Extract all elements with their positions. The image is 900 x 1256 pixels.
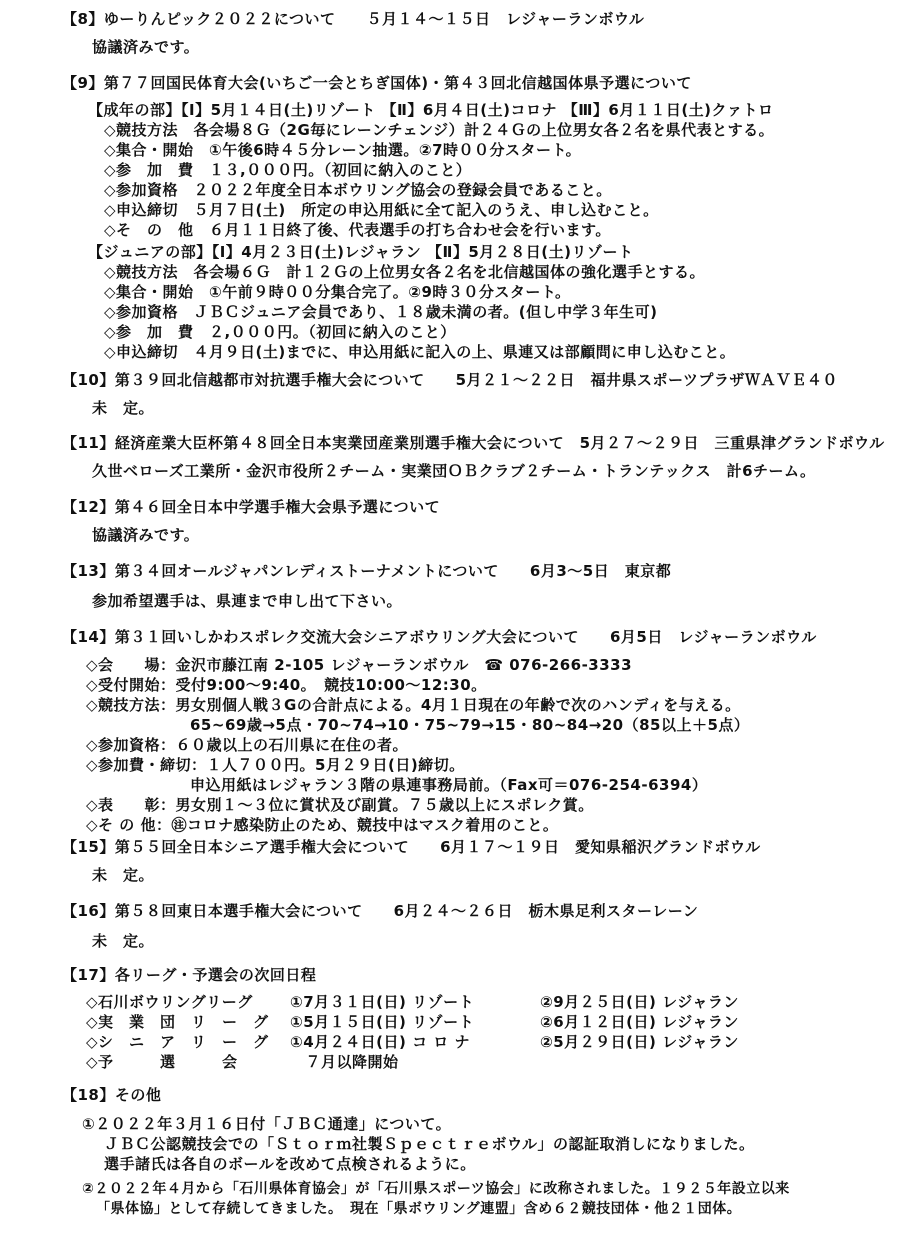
league-row-date1: ①5月１５日(日) リゾート [290, 1013, 475, 1031]
section-9-junior-item: ◇申込締切 ４月９日(土)までに、申込用紙に記入の上、県連又は部顧問に申し込むこと。 [104, 343, 736, 361]
league-row-date1: ①7月３１日(日) リゾート [290, 993, 475, 1011]
section-9-adult-item: ◇集合・開始 ①午後6時４５分レーン抽選。②7時００分スタート。 [104, 141, 582, 159]
section-18-p1-line: ①２０２２年３月１６日付「ＪＢＣ通達」について。 [82, 1115, 452, 1133]
section-8-body: 協議済みです。 [92, 38, 200, 56]
league-row-name: ◇実 業 団 リ ー グ [86, 1013, 269, 1031]
section-9-junior-item: ◇参加資格 ＪＢＣジュニア会員であり、１８歳未満の者。(但し中学３年生可) [104, 303, 658, 321]
section-14-item-continuation: 申込用紙はレジャラン３階の県連事務局前。（Fax可＝076-254-6394） [190, 776, 708, 794]
section-18-p1-line: 選手諸氏は各自のボールを改めて点検されるように。 [104, 1155, 476, 1173]
section-11-body: 久世ベローズ工業所・金沢市役所２チーム・実業団ＯＢクラブ２チーム・トランテックス 計6チーム。 [92, 462, 816, 480]
section-9-adult-header: 【成年の部】【Ⅰ】5月１４日(土)リゾート 【Ⅱ】6月４日(土)コロナ 【Ⅲ】6月１１日(土)クァトロ [88, 101, 774, 119]
section-10-heading: 【10】第３９回北信越都市対抗選手権大会について 5月２１～２２日 福井県スポーツプラザＷＡＶＥ４０ [62, 371, 838, 389]
section-9-heading: 【9】第７７回国民体育大会(いちご一会とちぎ国体)・第４３回北信越国体県予選について [62, 74, 692, 92]
section-9-junior-item: ◇参 加 費 ２,０００円。（初回に納入のこと） [104, 323, 456, 341]
section-8-heading: 【8】ゆーりんピック２０２２について ５月１４～１５日 レジャーランボウル [62, 10, 645, 28]
section-9-adult-item: ◇申込締切 ５月７日(土) 所定の申込用紙に全て記入のうえ、申し込むこと。 [104, 201, 659, 219]
section-9-adult-item: ◇競技方法 各会場８Ｇ（2G毎にレーンチェンジ）計２４Ｇの上位男女各２名を県代表とする。 [104, 121, 775, 139]
section-18-p1-line: ＪＢＣ公認競技会での「Ｓｔｏｒｍ社製Ｓｐｅｃｔｒｅボウル」の認証取消しになりました。 [104, 1135, 755, 1153]
section-13-heading: 【13】第３４回オールジャパンレディストーナメントについて 6月3～5日 東京都 [62, 562, 672, 580]
league-row-date1: ７月以降開始 [290, 1053, 399, 1071]
section-14-item-continuation: 65~69歳→5点・70~74→10・75~79→15・80~84→20（85以上＋5点） [190, 716, 750, 734]
section-9-junior-header: 【ジュニアの部】【Ⅰ】4月２３日(土)レジャラン 【Ⅱ】5月２８日(土)リゾート [88, 243, 634, 261]
section-14-item: ◇競技方法：男女別個人戦３Gの合計点による。4月１日現在の年齢で次のハンディを与える。 [86, 696, 741, 714]
section-14-item: ◇受付開始：受付9:00～9:40。 競技10:00～12:30。 [86, 676, 487, 694]
section-12-body: 協議済みです。 [92, 526, 200, 544]
league-row-name: ◇シ ニ ア リ ー グ [86, 1033, 269, 1051]
league-row-date2: ②6月１２日(日) レジャラン [540, 1013, 739, 1031]
league-row-name: ◇予 選 会 [86, 1053, 238, 1071]
section-15-heading: 【15】第５５回全日本シニア選手権大会について 6月１７～１９日 愛知県稲沢グランドボウル [62, 838, 761, 856]
section-14-heading: 【14】第３１回いしかわスポレク交流大会シニアボウリング大会について 6月5日 レジャーランボウル [62, 628, 817, 646]
league-row-name: ◇石川ボウリングリーグ [86, 993, 253, 1011]
section-16-heading: 【16】第５８回東日本選手権大会について 6月２４～２６日 栃木県足利スターレーン [62, 902, 699, 920]
section-13-body: 参加希望選手は、県連まで申し出て下さい。 [92, 592, 403, 610]
section-18-heading: 【18】その他 [62, 1086, 162, 1104]
section-17-heading: 【17】各リーグ・予選会の次回日程 [62, 966, 317, 984]
section-12-heading: 【12】第４６回全日本中学選手権大会県予選について [62, 498, 441, 516]
section-9-adult-item: ◇参加資格 ２０２２年度全日本ボウリング協会の登録会員であること。 [104, 181, 612, 199]
league-row-date2: ②5月２９日(日) レジャラン [540, 1033, 739, 1051]
section-16-body: 未 定。 [92, 932, 155, 950]
section-14-item: ◇参加費・締切：１人７００円。5月２９日(日)締切。 [86, 756, 465, 774]
section-14-item: ◇そ の 他：㊟コロナ感染防止のため、競技中はマスク着用のこと。 [86, 816, 559, 834]
section-10-body: 未 定。 [92, 399, 155, 417]
section-18-p2-line: ②２０２２年４月から「石川県体育協会」が「石川県スポーツ協会」に改称されました。１９２５年設立以来 [82, 1181, 790, 1197]
section-9-adult-item: ◇参 加 費 １３,０００円。（初回に納入のこと） [104, 161, 472, 179]
section-9-adult-item: ◇そ の 他 ６月１１日終了後、代表選手の打ち合わせ会を行います。 [104, 221, 611, 239]
section-14-item: ◇参加資格：６０歳以上の石川県に在住の者。 [86, 736, 409, 754]
league-row-date1: ①4月２４日(日) コ ロ ナ [290, 1033, 471, 1051]
section-14-item: ◇会 場：金沢市藤江南 2-105 レジャーランボウル ☎ 076-266-3333 [86, 656, 633, 674]
section-9-junior-item: ◇集合・開始 ①午前９時００分集合完了。②9時３０分スタート。 [104, 283, 571, 301]
section-15-body: 未 定。 [92, 866, 155, 884]
section-9-junior-item: ◇競技方法 各会場６Ｇ 計１２Ｇの上位男女各２名を北信越国体の強化選手とする。 [104, 263, 706, 281]
league-row-date2: ②9月２５日(日) レジャラン [540, 993, 739, 1011]
section-11-heading: 【11】経済産業大臣杯第４８回全日本実業団産業別選手権大会について 5月２７～２９日 三重県津グランドボウル [62, 434, 885, 452]
section-14-item: ◇表 彰：男女別１～３位に賞状及び副賞。７５歳以上にスポレク賞。 [86, 796, 594, 814]
section-18-p2-line: 「県体協」として存続してきました。 現在「県ボウリング連盟」含め６２競技団体・他２１団体。 [96, 1201, 742, 1217]
